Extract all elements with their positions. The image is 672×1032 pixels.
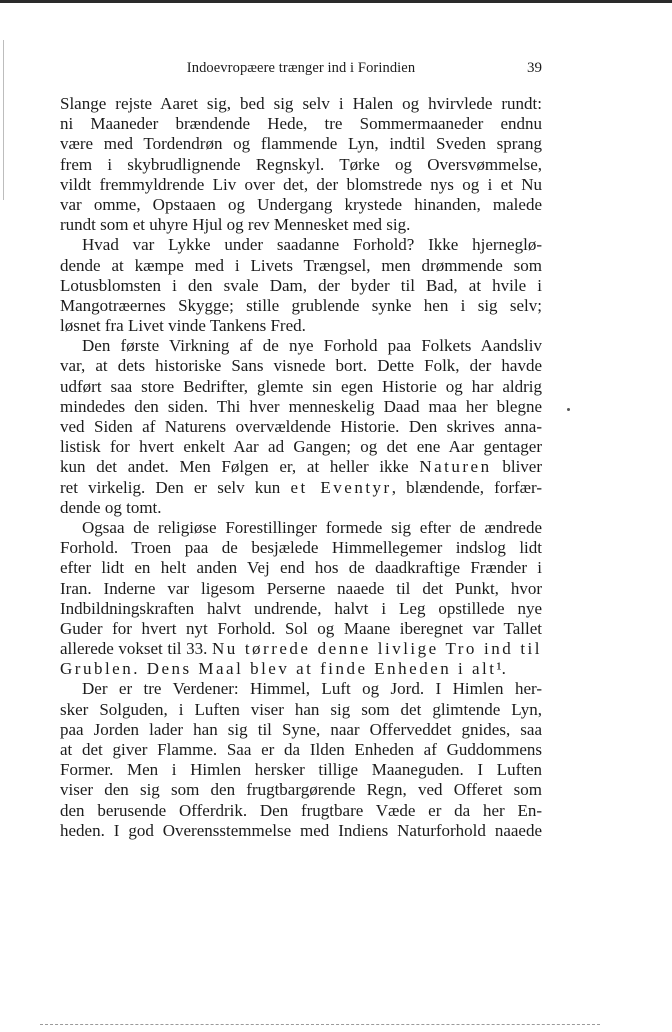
- text-run: ved Siden af Naturens overvældende Historie. Den skrives anna-: [60, 417, 542, 436]
- text-line: [60, 215, 542, 235]
- text-run: at det giver Flamme. Saa er da Ilden Enheden af Guddommens: [60, 740, 542, 759]
- text-line: [60, 457, 542, 477]
- text-run: Former. Men i Himlen hersker tillige Maaneguden. I Luften: [60, 760, 542, 780]
- text-run: Indbildningskraften halvt undrende, halvt i Leg opstillede nye: [60, 598, 542, 618]
- text-line: [60, 175, 542, 195]
- text-run: den berusende Offerdrik. Den frugtbare Væde er da her En-: [60, 800, 542, 820]
- text-line: [60, 579, 542, 599]
- text-run: listisk for hvert enkelt Aar ad Gangen; og det ene Aar gentager: [60, 437, 542, 457]
- margin-dot-mark: [567, 408, 570, 411]
- text-run: dende og tomt.: [60, 497, 162, 517]
- spaced-emphasis: Naturen: [419, 457, 492, 477]
- running-header: [60, 60, 542, 78]
- text-line: [60, 377, 542, 397]
- text-run: Ogsaa de religiøse Forestillinger formede sig efter de ændrede: [82, 517, 542, 537]
- text-line: [60, 639, 542, 659]
- text-line: [60, 558, 542, 578]
- text-run: Lotusblomsten i den svale Dam, der byder til Bad, at hvile i: [60, 275, 542, 295]
- text-run: sker Solguden, i Luften viser han sig som det glimtende Lyn,: [60, 699, 542, 719]
- text-run: udført saa store Bedrifter, glemte sin egen Historie og har aldrig: [60, 376, 542, 396]
- text-line: [60, 437, 542, 457]
- text-line: [60, 801, 542, 821]
- text-run: viser den sig som den frugtbargørende Regn, ved Offeret som: [60, 780, 542, 800]
- text-line: [60, 114, 542, 134]
- spaced-emphasis: Nu tørrede denne livlige Tro ind til: [211, 639, 542, 659]
- text-line: [60, 276, 542, 296]
- text-line: [60, 538, 542, 558]
- text-line: [60, 720, 542, 740]
- text-run: efter lidt en helt anden Vej end hos de daadkraftige Frænder i: [60, 558, 542, 578]
- top-border-rule: [0, 0, 672, 3]
- text-line: [60, 478, 542, 498]
- text-run: Hvad var Lykke under saadanne Forhold? Ikke hjerneglø-: [82, 235, 542, 255]
- text-line: [60, 195, 542, 215]
- text-line: [60, 356, 542, 376]
- text-line: [60, 760, 542, 780]
- text-run: ¹.: [496, 659, 506, 679]
- text-line: [60, 659, 542, 679]
- text-line: [60, 336, 542, 356]
- text-line: [60, 679, 542, 699]
- body-text: [60, 94, 542, 841]
- text-run: frem i skybrudlignende Regnskyl. Tørke og Oversvømmelse,: [60, 154, 542, 174]
- text-run: kun det andet. Men Følgen er, at heller ikke: [60, 457, 420, 477]
- text-run: ret virkelig. Den er selv kun: [60, 477, 291, 497]
- text-run: ni Maaneder brændende Hede, tre Sommermaaneder endnu: [60, 114, 542, 134]
- page-number: 39: [527, 60, 542, 76]
- text-line: [60, 94, 542, 114]
- bottom-edge-rule: [40, 1024, 600, 1025]
- text-line: [60, 700, 542, 720]
- text-run: mindedes den siden. Thi hver menneskelig Daad maa her blegne: [60, 396, 542, 416]
- text-run: var, at dets historiske Sans visnede bort. Dette Folk, der havde: [60, 356, 542, 376]
- text-line: [60, 599, 542, 619]
- text-run: være med Tordendrøn og flammende Lyn, indtil Sveden sprang: [60, 134, 542, 154]
- text-run: Den første Virkning af de nye Forhold paa Folkets Aandsliv: [82, 336, 542, 356]
- text-run: allerede vokset til 33.: [60, 639, 212, 659]
- text-line: [60, 296, 542, 316]
- text-run: Slange rejste Aaret sig, bed sig selv i Halen og hvirvlede rundt:: [60, 94, 542, 113]
- text-run: Forhold. Troen paa de besjælede Himmellegemer indslog lidt: [60, 538, 542, 558]
- text-run: løsnet fra Livet vinde Tankens Fred.: [60, 316, 306, 336]
- page-edge-shadow: [3, 40, 4, 200]
- text-line: [60, 134, 542, 154]
- spaced-emphasis: Grublen. Dens Maal blev at finde Enheden i alt: [60, 659, 497, 679]
- text-line: [60, 780, 542, 800]
- text-run: var omme, Opstaaen og Undergang krystede hinanden, malede: [60, 194, 542, 214]
- text-line: [60, 316, 542, 336]
- text-run: vildt fremmyldrende Liv over det, der blomstrede nys og i et Nu: [60, 174, 542, 194]
- text-line: [60, 619, 542, 639]
- text-line: [60, 256, 542, 276]
- text-run: , blændende, forfær-: [391, 477, 542, 497]
- text-line: [60, 397, 542, 417]
- text-run: Guder for hvert nyt Forhold. Sol og Maane iberegnet var Tallet: [60, 618, 542, 638]
- text-run: Der er tre Verdener: Himmel, Luft og Jord. I Himlen her-: [82, 679, 542, 699]
- text-line: [60, 235, 542, 255]
- text-line: [60, 518, 542, 538]
- spaced-emphasis: et Eventyr: [290, 477, 392, 497]
- text-line: [60, 417, 542, 437]
- text-run: heden. I god Overensstemmelse med Indiens Naturforhold naaede: [60, 820, 542, 840]
- text-run: rundt som et uhyre Hjul og rev Mennesket med sig.: [60, 215, 411, 235]
- text-run: paa Jorden lader han sig til Syne, naar Offerveddet gnides, saa: [60, 719, 542, 739]
- text-run: dende at kæmpe med i Livets Trængsel, men drømmende som: [60, 255, 542, 275]
- text-run: Mangotræernes Skygge; stille grublende synke hen i sig selv;: [60, 295, 542, 315]
- text-run: Iran. Inderne var ligesom Perserne naaede til det Punkt, hvor: [60, 578, 542, 598]
- text-line: [60, 155, 542, 175]
- text-line: [60, 498, 542, 518]
- running-title: Indoevropæere trænger ind i Forindien: [186, 60, 416, 76]
- text-line: [60, 821, 542, 841]
- text-run: bliver: [491, 457, 542, 477]
- text-line: [60, 740, 542, 760]
